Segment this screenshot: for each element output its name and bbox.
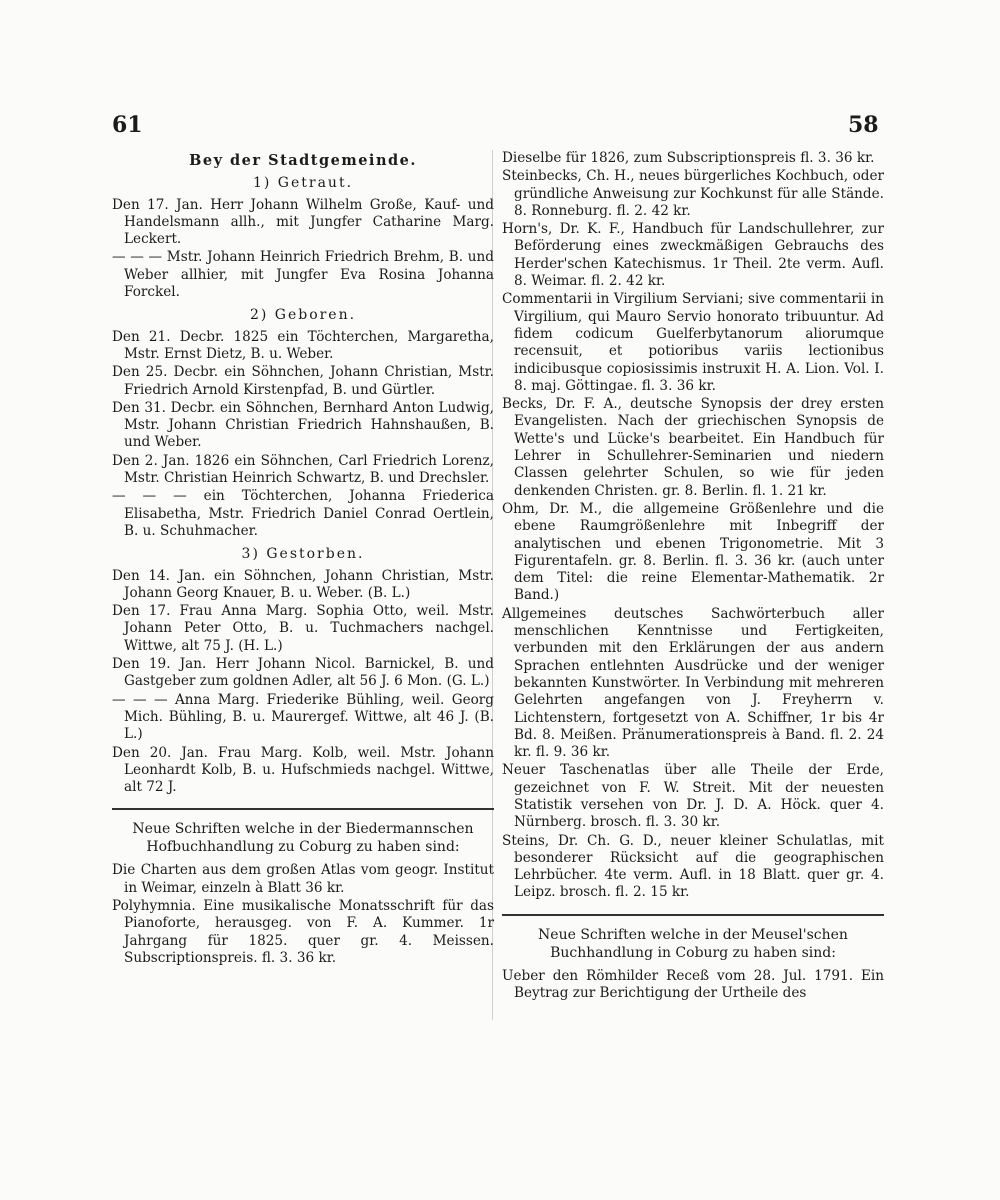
register-entry: — — — Mstr. Johann Heinrich Friedrich Brehm, B. und Weber allhier, mit Jungfer Eva Rosina Johanna Forckel. [112,249,494,301]
register-entry: Den 21. Decbr. 1825 ein Töchterchen, Margaretha, Mstr. Ernst Dietz, B. u. Weber. [112,328,494,362]
book-entry: Commentarii in Virgilium Serviani; sive commentarii in Virgilium, qui Mauro Servio honorato tribuuntur. Ad fidem codicum Guelferbytanorum aliorumque recensuit, et potioribus variis lectionibus indicibusque copiosissimis instruxit H. A. Lion. Vol. I. 8. maj. Göttingae. fl. 3. 36 kr. [502,291,884,394]
section-rule [112,808,494,810]
register-entry: — — — ein Töchterchen, Johanna Friederica Elisabetha, Mstr. Friedrich Daniel Conrad Oertlein, B. u. Schuhmacher. [112,488,494,539]
book-entry: Horn's, Dr. K. F., Handbuch für Landschullehrer, zur Beförderung eines zweckmäßigen Gebrauchs des Herder'schen Katechismus. 1r Theil. 2te verm. Aufl. 8. Weimar. fl. 2. 42 kr. [502,221,884,290]
bookshop-notice-heading: Neue Schriften welche in der Meusel'schen Buchhandlung in Coburg zu haben sind: [538,926,848,961]
register-entry: Den 17. Frau Anna Marg. Sophia Otto, weil. Mstr. Johann Peter Otto, B. u. Tuchmachers nachgel. Wittwe, alt 75 J. (H. L.) [112,603,494,654]
book-entry: Dieselbe für 1826, zum Subscriptionspreis fl. 3. 36 kr. [502,150,875,166]
book-entry: Ohm, Dr. M., die allgemeine Größenlehre und die ebene Raumgrößenlehre mit Inbegriff der analytischen und ebenen Trigonometrie. Mit 3 Figurentafeln. gr. 8. Berlin. fl. 3. 36 kr. (auch unter dem Titel: die reine Elementar-Mathematik. 2r Band.) [502,500,884,604]
left-column [112,150,494,968]
page-number-left: 61 [112,112,143,138]
section-married-title: 1) Getraut. [252,175,354,192]
bookshop-notice-heading: Neue Schriften welche in der Biedermannschen Hofbuchhandlung zu Coburg zu haben sind: [132,821,474,856]
book-entry: Die Charten aus dem großen Atlas vom geogr. Institut in Weimar, einzeln à Blatt 36 kr. [112,862,494,896]
book-entry: Polyhymnia. Eine musikalische Monatsschrift für das Pianoforte, herausgeg. von F. A. Kummer. 1r Jahrgang für 1825. quer gr. 4. Meissen. Subscriptionspreis. fl. 3. 36 kr. [112,897,494,966]
register-entry: Den 14. Jan. ein Söhnchen, Johann Christian, Mstr. Johann Georg Knauer, B. u. Weber. (B. L.) [112,567,494,601]
page-number-right: 58 [848,112,879,138]
book-entry: Steinbecks, Ch. H., neues bürgerliches Kochbuch, oder gründliche Anweisung zur Kochkunst für alle Stände. 8. Ronneburg. fl. 2. 42 kr. [502,168,884,219]
book-entry: Neuer Taschenatlas über alle Theile der Erde, gezeichnet von F. W. Streit. Mit der neuesten Statistik versehen von Dr. J. D. A. Höck. quer 4. Nürnberg. brosch. fl. 3. 30 kr. [502,762,884,831]
section-born-title: 2) Geboren. [249,307,357,324]
register-entry: Den 17. Jan. Herr Johann Wilhelm Große, Kauf- und Handelsmann allh., mit Jungfer Catharine Marg. Leckert. [112,196,494,248]
register-entry: — — — Anna Marg. Friederike Bühling, weil. Georg Mich. Bühling, B. u. Maurergef. Wittwe, alt 46 J. (B. L.) [112,691,494,743]
register-entry: Den 20. Jan. Frau Marg. Kolb, weil. Mstr. Johann Leonhardt Kolb, B. u. Hufschmieds nachgel. Wittwe, alt 72 J. [112,744,494,796]
register-entry: Den 31. Decbr. ein Söhnchen, Bernhard Anton Ludwig, Mstr. Johann Christian Friedrich Hahnshaußen, B. und Weber. [112,399,494,451]
section-died-title: 3) Gestorben. [241,546,365,563]
book-entry: Ueber den Römhilder Receß vom 28. Jul. 1791. Ein Beytrag zur Berichtigung der Urtheile des [502,967,884,1002]
register-entry: Den 2. Jan. 1826 ein Söhnchen, Carl Friedrich Lorenz, Mstr. Christian Heinrich Schwartz, B. und Drechsler. [112,452,494,487]
book-entry: Becks, Dr. F. A., deutsche Synopsis der drey ersten Evangelisten. Nach der griechischen Synopsis de Wette's und Lücke's bearbeitet. Ein Handbuch für Lehrer in Schullehrer-Seminarien und niedern Classen gelehrter Schulen, so wie für jeden denkenden Christen. gr. 8. Berlin. fl. 1. 21 kr. [502,396,884,499]
register-entry: Den 25. Decbr. ein Söhnchen, Johann Christian, Mstr. Friedrich Arnold Kirstenpfad, B. und Gürtler. [112,364,494,398]
register-entry: Den 19. Jan. Herr Johann Nicol. Barnickel, B. und Gastgeber zum goldnen Adler, alt 56 J. 6 Mon. (G. L.) [112,656,494,690]
book-entry: Allgemeines deutsches Sachwörterbuch aller menschlichen Kenntnisse und Fertigkeiten, verbunden mit den Erklärungen der aus andern Sprachen entlehnten Ausdrücke und der weniger bekannten Kunstwörter. In Verbindung mit mehreren Gelehrten angefangen von J. Freyherrn v. Lichtenstern, fortgesetzt von A. Schiffner, 1r bis 4r Bd. 8. Meißen. Pränumerationspreis à Band. fl. 2. 24 kr. fl. 9. 36 kr. [502,605,884,761]
section-rule [502,914,884,916]
right-column [502,150,884,1003]
congregation-heading: Bey der Stadtgemeinde. [189,152,417,169]
book-entry: Steins, Dr. Ch. G. D., neuer kleiner Schulatlas, mit besonderer Rücksicht auf die geographischen Lehrbücher. 4te verm. Aufl. in 18 Blatt. quer gr. 4. Leipz. brosch. fl. 2. 15 kr. [502,832,884,901]
